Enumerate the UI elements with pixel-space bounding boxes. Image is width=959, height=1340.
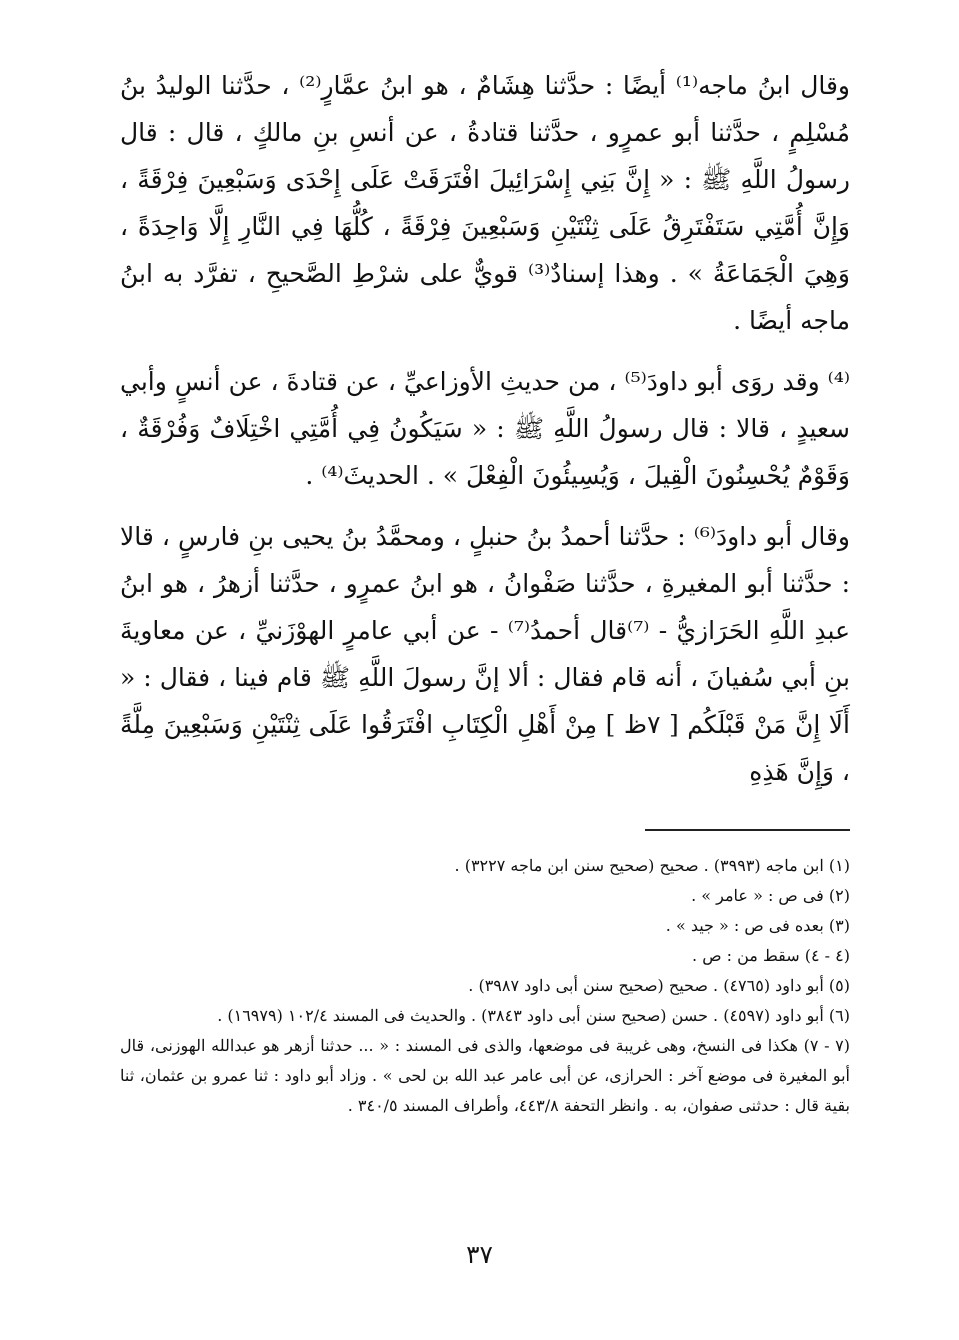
footnote-2: (٢) فى ص : « عامر » . [691, 886, 850, 905]
footnote-5: (٥) أبو داود (٤٧٦٥) . صحيح (صحيح سنن أبى داود ٣٩٨٧) . [468, 976, 850, 995]
footnote-6: (٦) أبو داود (٤٥٩٧) . حسن (صحيح سنن أبى داود ٣٨٤٣) . والحديث فى المسند ١٠٢/٤ (١٦٩٧٩) . [217, 1006, 850, 1025]
footnote-1: (١) ابن ماجه (٣٩٩٣) . صحيح (صحيح سنن ابن ماجه ٣٢٢٧) . [454, 856, 850, 875]
paragraph-abu-dawud-2: وقال أبو داودَ⁽⁶⁾ : حدَّثنا أحمدُ بنُ حنبلٍ ، ومحمَّدُ بنُ يحيى بنِ فارسٍ ، قالا : حدَّثنا أبو المغيرةِ ، حدَّثنا صَفْوانُ ، هو ابنُ عمرٍو ، حدَّثنا أزهرُ ، هو ابنُ عبدِ اللَّهِ الحَرَازيُّ - ⁽⁷⁾قال أحمدُ⁽⁷⁾ - عن أبي عامرٍ الهوْزَنيِّ ، عن معاويةَ بنِ أبي سُفيانَ ، أنه قام فقال : ألا إنَّ رسولَ اللَّهِ ﷺ قام فينا ، فقال : « أَلَا إِنَّ مَنْ قَبْلَكُم [ ٧ظ ] مِنْ أَهْلِ الْكِتَابِ افْتَرَقُوا عَلَى ثِنْتَيْنِ وَسَبْعِينَ مِلَّةً ، وَإِنَّ هَذِهِ [120, 522, 850, 786]
page-number: ٣٧ [466, 1240, 493, 1269]
page-content [120, 62, 850, 1121]
paragraph-abu-dawud-1: ⁽⁴⁾ وقد روَى أبو داودَ⁽⁵⁾ ، من حديثِ الأوزاعيِّ ، عن قتادةَ ، عن أنسٍ وأبي سعيدٍ ، قالا : قال رسولُ اللَّهِ ﷺ : « سَيَكُونُ فِي أُمَّتِي اخْتِلَافٌ وَفُرْقَةٌ ، وَقَوْمٌ يُحْسِنُونَ الْقِيلَ ، وَيُسِيئُونَ الْفِعْلَ » . الحديثَ⁽⁴⁾ . [120, 367, 850, 490]
main-text [120, 62, 850, 795]
footnote-4: (٤ - ٤) سقط من : ص . [692, 946, 850, 965]
footnote-separator [645, 829, 850, 831]
footnote-3: (٣) بعده فى ص : « جيد » . [665, 916, 850, 935]
footnotes [120, 851, 850, 1121]
paragraph-ibn-majah: وقال ابنُ ماجه⁽¹⁾ أيضًا : حدَّثنا هِشَامٌ ، هو ابنُ عمَّارٍ⁽²⁾ ، حدَّثنا الوليدُ بنُ مُسْلِمٍ ، حدَّثنا أبو عمرٍو ، حدَّثنا قتادةُ ، عن أنسِ بنِ مالكٍ ، قال : قال رسولُ اللَّهِ ﷺ : « إِنَّ بَنِي إِسْرَائِيلَ افْتَرَقَتْ عَلَى إِحْدَى وَسَبْعِينَ فِرْقَةً ، وَإِنَّ أُمَّتِي سَتَفْتَرِقُ عَلَى ثِنْتَيْنِ وَسَبْعِينَ فِرْقَةً ، كُلُّهَا فِي النَّارِ إِلَّا وَاحِدَةً ، وَهِيَ الْجَمَاعَةُ » . وهذا إسنادٌ⁽³⁾ قويٌّ على شرْطِ الصَّحيحِ ، تفرَّد به ابنُ ماجه أيضًا . [120, 71, 850, 335]
footnote-7: (٧ - ٧) هكذا فى النسخ، وهى غريبة فى موضعها، والذى فى المسند : « ... حدثنا أزهر هو عبدالله الهوزنى، قال أبو المغيرة فى موضع آخر : الحرازى، عن أبى عامر عبد الله بن لحى » . وزاد أبو داود : ثنا عمرو بن عثمان، ثنا بقية قال : حدثنى صفوان، به . وانظر التحفة ٤٤٣/٨، وأطراف المسند ٣٤٠/٥ . [120, 1036, 851, 1115]
